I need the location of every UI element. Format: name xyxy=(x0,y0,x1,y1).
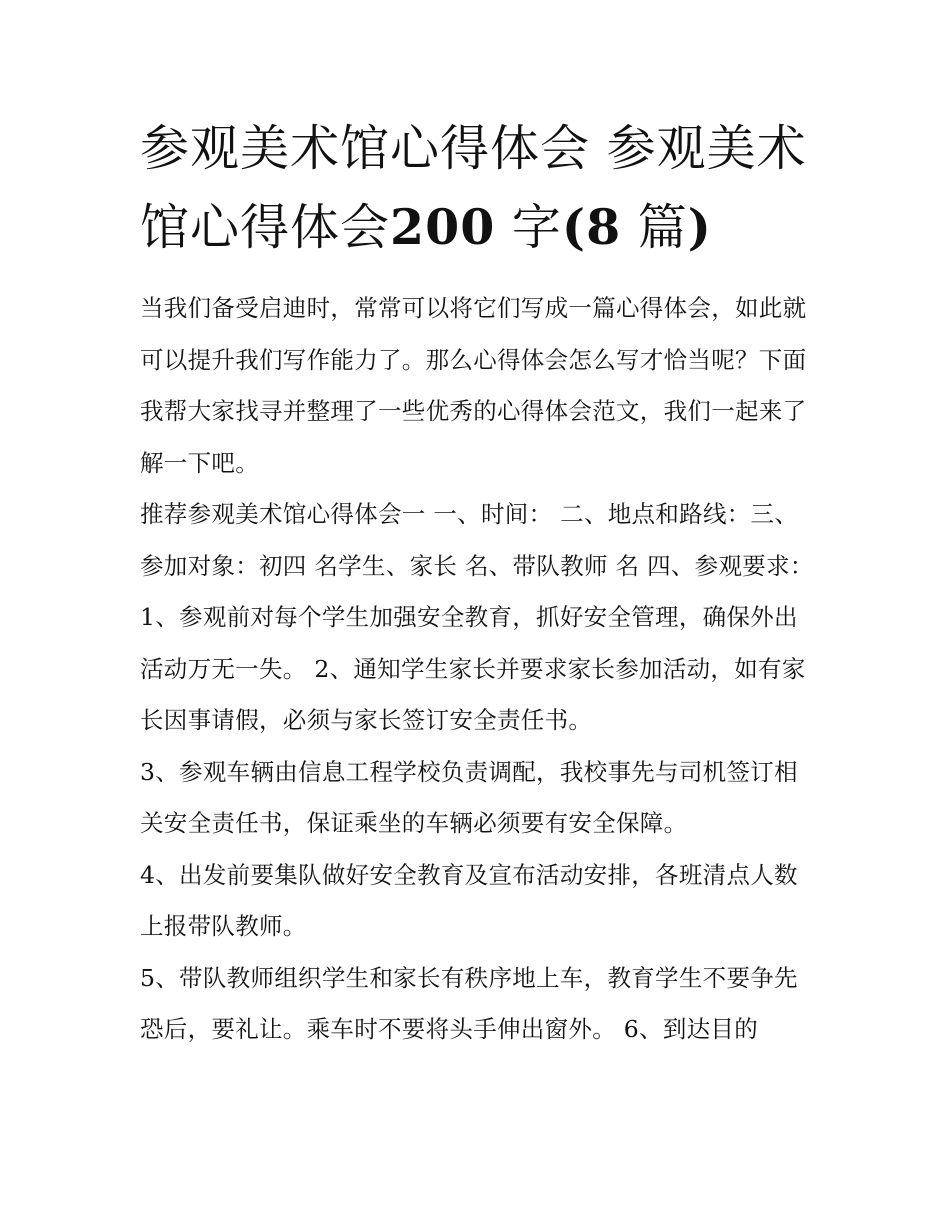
title-text-main: 参观美术馆心得体会 参观美术馆心得体会 xyxy=(140,120,807,256)
document-content xyxy=(140,110,820,1056)
paragraph-intro: 当我们备受启迪时，常常可以将它们写成一篇心得体会，如此就可以提升我们写作能力了。那么心得体会怎么写才恰当呢？下面我帮大家找寻并整理了一些优秀的心得体会范文，我们一起来了解一下吧。 xyxy=(140,294,807,477)
title-number: 200 xyxy=(390,198,496,256)
document-title xyxy=(140,110,820,267)
title-count: (8 xyxy=(561,198,622,256)
paragraph-item-3: 3、参观车辆由信息工程学校负责调配，我校事先与司机签订相关安全责任书，保证乘坐的车辆必须要有安全保障。 xyxy=(140,757,798,837)
title-close-paren: ) xyxy=(687,198,712,256)
title-char-pian: 篇 xyxy=(621,199,688,256)
paragraph-item-4: 4、出发前要集队做好安全教育及宣布活动安排，各班清点人数上报带队教师。 xyxy=(140,860,798,940)
paragraph-plan: 推荐参观美术馆心得体会一 一、时间： 二、地点和路线：三、参加对象：初四 名学生、家长 名、带队教师 名 四、参观要求： xyxy=(140,500,814,580)
title-char-unit: 字 xyxy=(495,199,562,256)
paragraph-item-5-6: 5、带队教师组织学生和家长有秩序地上车，教育学生不要争先恐后，要礼让。乘车时不要将头手伸出窗外。 6、到达目的 xyxy=(140,963,798,1043)
paragraph-item-1-2: 1、参观前对每个学生加强安全教育，抓好安全管理，确保外出活动万无一失。 2、通知学生家长并要求家长参加活动，如有家长因事请假，必须与家长签订安全责任书。 xyxy=(140,603,806,734)
